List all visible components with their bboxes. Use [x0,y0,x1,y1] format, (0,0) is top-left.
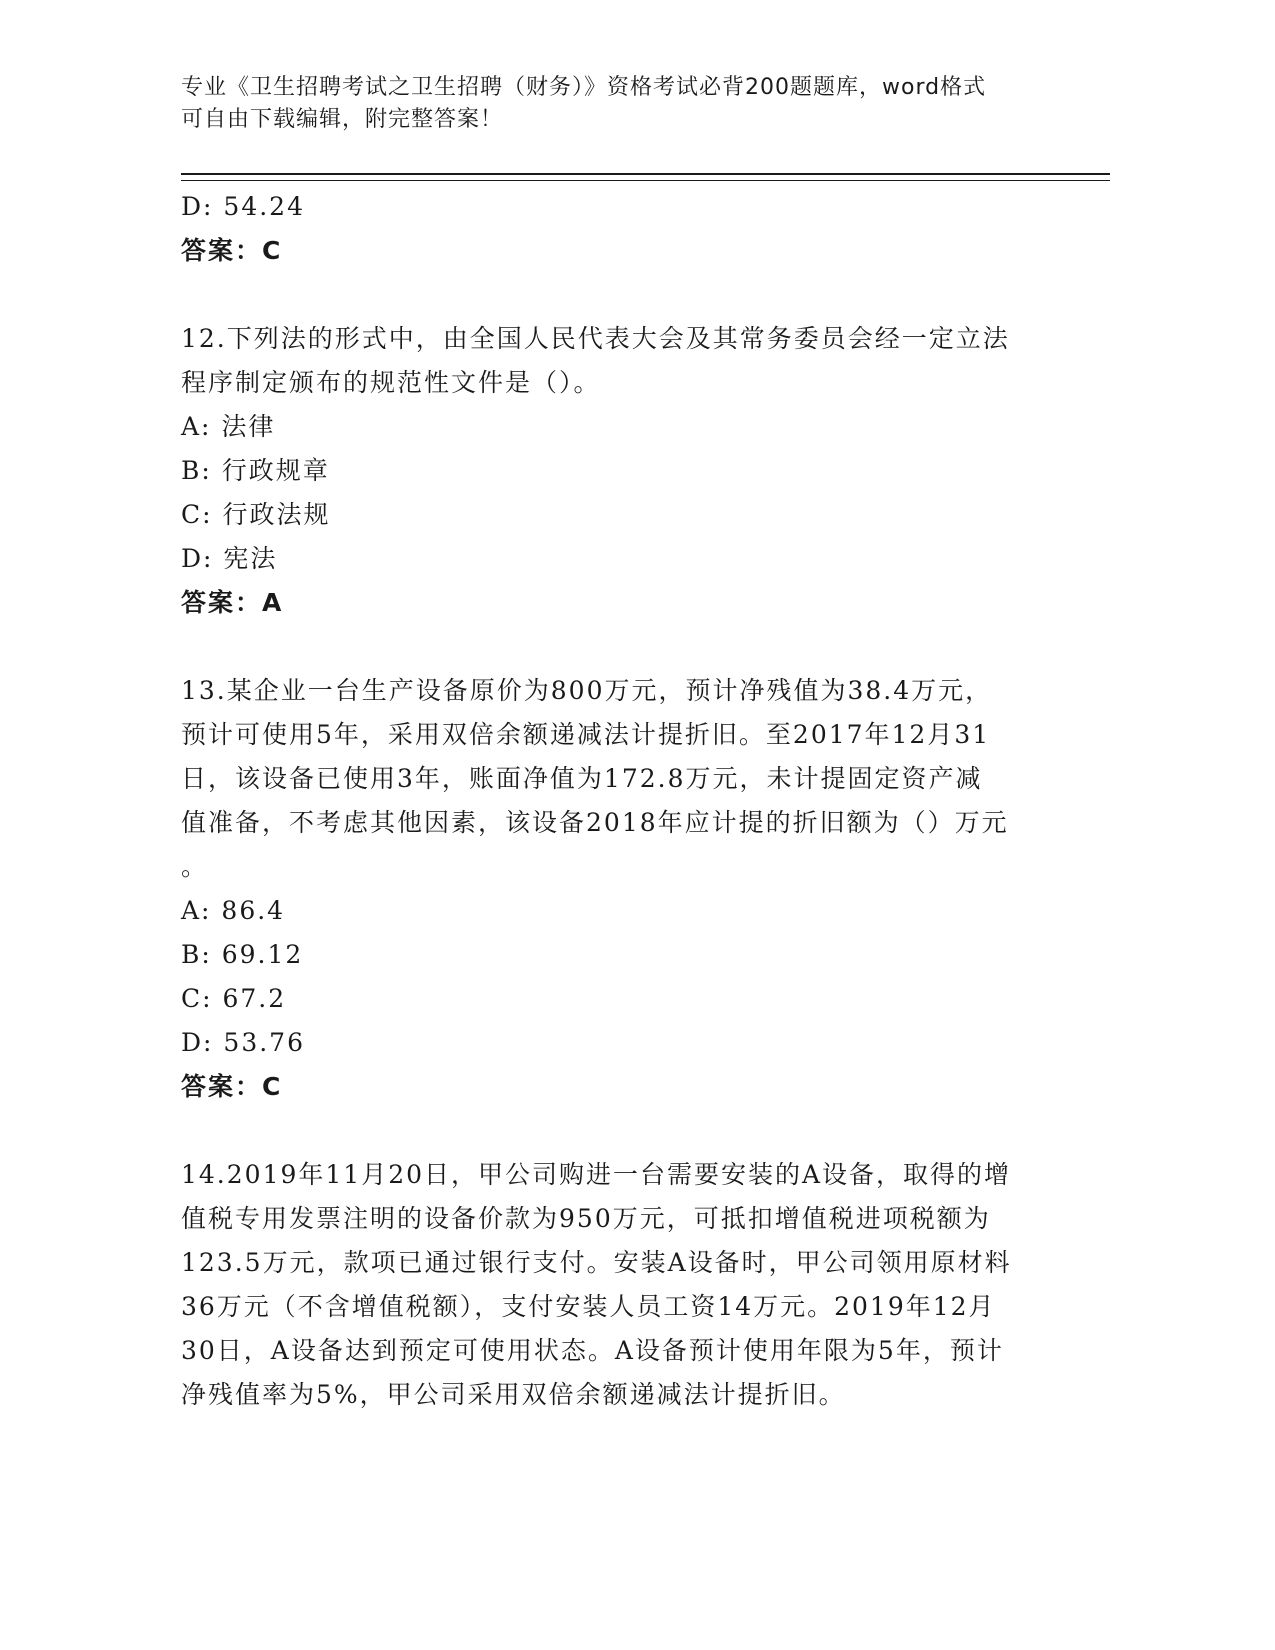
question-stem-line: 值税专用发票注明的设备价款为950万元，可抵扣增值税进项税额为 [181,1204,991,1233]
answer: 答案：A [181,588,284,617]
option-b: B: 69.12 [181,940,304,969]
option-d: D: 54.24 [181,192,305,221]
question-stem-line: 程序制定颁布的规范性文件是（）。 [181,368,601,397]
question-stem-line: 14.2019年11月20日，甲公司购进一台需要安装的A设备，取得的增 [181,1160,1012,1189]
question-stem-line: 值准备，不考虑其他因素，该设备2018年应计提的折旧额为（）万元 [181,808,1009,837]
question-14 [181,1153,1061,1417]
header-line-1: 专业《卫生招聘考试之卫生招聘（财务）》资格考试必背200题题库，word格式 [181,75,987,100]
option-d: D: 53.76 [181,1028,305,1057]
question-stem-line: 13.某企业一台生产设备原价为800万元，预计净残值为38.4万元， [181,676,993,705]
header-divider-thick [181,173,1110,175]
answer: 答案：C [181,1072,283,1101]
document-body [181,185,1061,1417]
option-c: C: 67.2 [181,984,287,1013]
option-a: A: 86.4 [181,896,286,925]
answer: 答案：C [181,236,283,265]
header-divider-thin [181,180,1110,181]
header-line-2: 可自由下载编辑，附完整答案！ [181,107,504,132]
option-d: D: 宪法 [181,544,278,573]
question-stem-line: 净残值率为5%，甲公司采用双倍余额递减法计提折旧。 [181,1380,846,1409]
option-a: A: 法律 [181,412,276,441]
question-13 [181,669,1061,1109]
option-b: B: 行政规章 [181,456,330,485]
question-stem-line: 日，该设备已使用3年，账面净值为172.8万元，未计提固定资产减 [181,764,983,793]
question-stem-line: 30日，A设备达到预定可使用状态。A设备预计使用年限为5年，预计 [181,1336,1004,1365]
document-header [181,72,1081,136]
question-stem-line: 。 [181,852,209,881]
question-stem-line: 12.下列法的形式中，由全国人民代表大会及其常务委员会经一定立法 [181,324,1010,353]
question-stem-line: 预计可使用5年，采用双倍余额递减法计提折旧。至2017年12月31 [181,720,991,749]
question-stem-line: 36万元（不含增值税额），支付安装人员工资14万元。2019年12月 [181,1292,996,1321]
question-12 [181,317,1061,625]
option-c: C: 行政法规 [181,500,331,529]
question-11-tail [181,185,1061,273]
question-stem-line: 123.5万元，款项已通过银行支付。安装A设备时，甲公司领用原材料 [181,1248,1012,1277]
